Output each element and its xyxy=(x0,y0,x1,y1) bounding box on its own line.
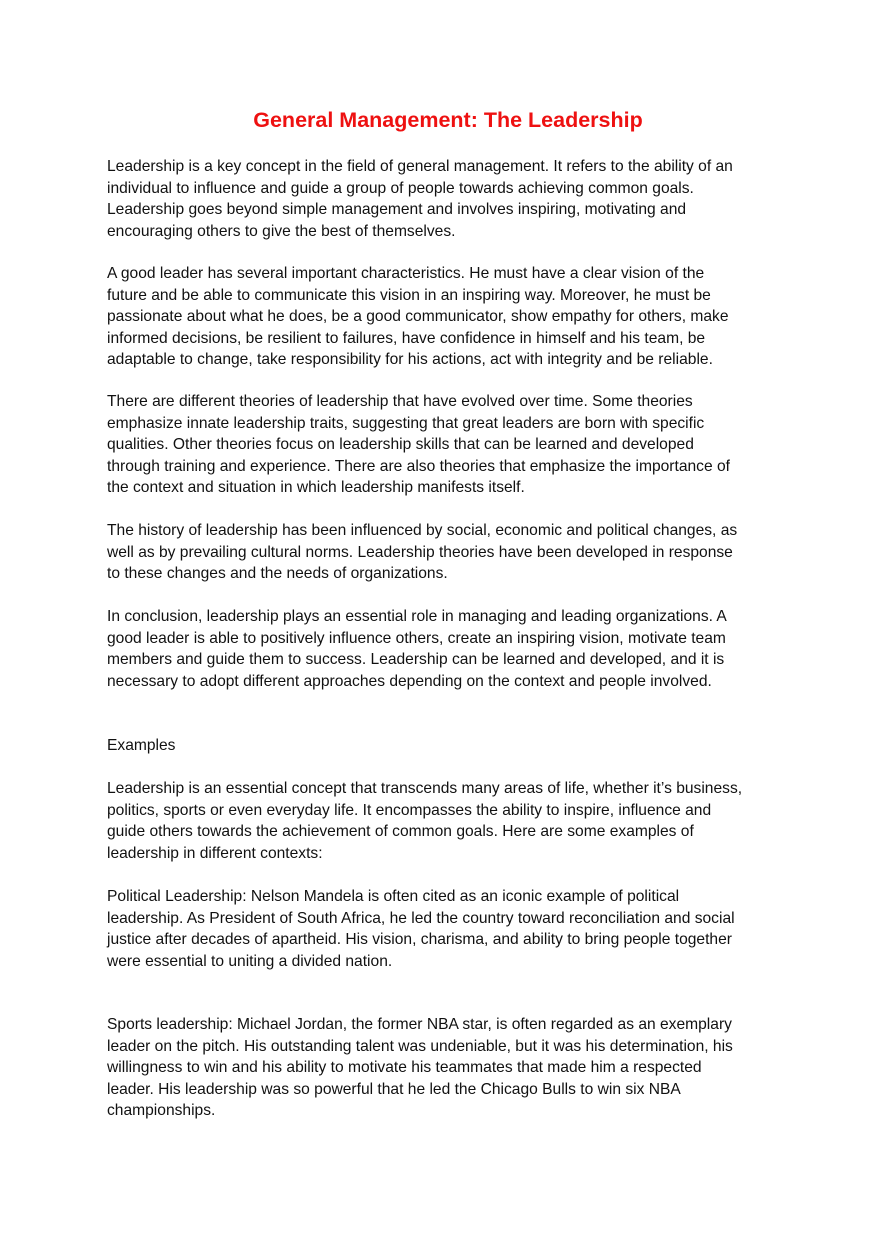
text-line: There are different theories of leadership that have evolved over time. Some theories xyxy=(107,393,693,410)
text-line: Leadership goes beyond simple management and involves inspiring, motivating and xyxy=(107,201,687,218)
text-line: qualities. Other theories focus on leadership skills that can be learned and developed xyxy=(107,436,694,453)
text-line: well as by prevailing cultural norms. Leadership theories have been developed in response xyxy=(107,543,733,561)
text-line: were essential to uniting a divided nation. xyxy=(107,952,393,970)
text-line: passionate about what he does, be a good communicator, show empathy for others, make xyxy=(107,308,729,325)
political-leadership-paragraph xyxy=(107,886,735,972)
text-line: the context and situation in which leadership manifests itself. xyxy=(107,479,525,496)
text-line: members and guide them to success. Leadership can be learned and developed, and it is xyxy=(107,651,725,668)
theories-paragraph xyxy=(107,391,730,499)
text-line: Leadership is an essential concept that transcends many areas of life, whether it’s business, xyxy=(107,780,743,797)
text-line: Political Leadership: Nelson Mandela is often cited as an iconic example of political xyxy=(107,888,680,905)
intro-paragraph xyxy=(107,156,733,242)
text-line: willingness to win and his ability to motivate his teammates that made him a respected xyxy=(107,1059,702,1076)
text-line: future and be able to communicate this vision in an inspiring way. Moreover, he must be xyxy=(107,286,711,304)
document-title: General Management: The Leadership xyxy=(253,108,643,132)
text-line: In conclusion, leadership plays an essential role in managing and leading organizations. A xyxy=(107,608,727,625)
text-line: necessary to adopt different approaches depending on the context and people involved. xyxy=(107,672,712,690)
text-line: Sports leadership: Michael Jordan, the former NBA star, is often regarded as an exemplary xyxy=(107,1016,732,1033)
text-line: individual to influence and guide a group of people towards achieving common goals. xyxy=(107,179,694,197)
text-line: politics, sports or even everyday life. It encompasses the ability to inspire, influence and xyxy=(107,801,712,819)
sports-leadership-paragraph xyxy=(107,1014,733,1122)
text-line: adaptable to change, take responsibility for his actions, act with integrity and be reliable. xyxy=(107,351,713,368)
text-line: good leader is able to positively influence others, create an inspiring vision, motivate team xyxy=(107,629,726,647)
text-line: justice after decades of apartheid. His vision, charisma, and ability to bring people together xyxy=(107,931,732,948)
text-line: Examples xyxy=(107,737,176,754)
text-line: A good leader has several important characteristics. He must have a clear vision of the xyxy=(107,265,705,282)
text-line: informed decisions, be resilient to failures, have confidence in himself and his team, be xyxy=(107,329,706,347)
examples-heading xyxy=(107,735,175,757)
text-line: leader. His leadership was so powerful that he led the Chicago Bulls to win six NBA xyxy=(107,1080,681,1098)
examples-intro-paragraph xyxy=(107,778,742,864)
text-line: The history of leadership has been influenced by social, economic and political changes, as xyxy=(107,522,738,539)
history-paragraph xyxy=(107,520,737,585)
text-line: leader on the pitch. His outstanding talent was undeniable, but it was his determination, his xyxy=(107,1037,733,1055)
text-line: guide others towards the achievement of common goals. Here are some examples of xyxy=(107,823,694,840)
text-line: encouraging others to give the best of themselves. xyxy=(107,222,456,240)
conclusion-paragraph xyxy=(107,606,727,692)
characteristics-paragraph xyxy=(107,263,729,371)
text-line: Leadership is a key concept in the field of general management. It refers to the ability of an xyxy=(107,158,733,175)
text-line: to these changes and the needs of organizations. xyxy=(107,565,448,582)
text-line: leadership in different contexts: xyxy=(107,844,323,862)
text-line: emphasize innate leadership traits, suggesting that great leaders are born with specific xyxy=(107,414,705,432)
text-line: through training and experience. There are also theories that emphasize the importance of xyxy=(107,457,730,475)
text-line: leadership. As President of South Africa, he led the country toward reconciliation and social xyxy=(107,909,735,927)
text-line: championships. xyxy=(107,1102,216,1119)
